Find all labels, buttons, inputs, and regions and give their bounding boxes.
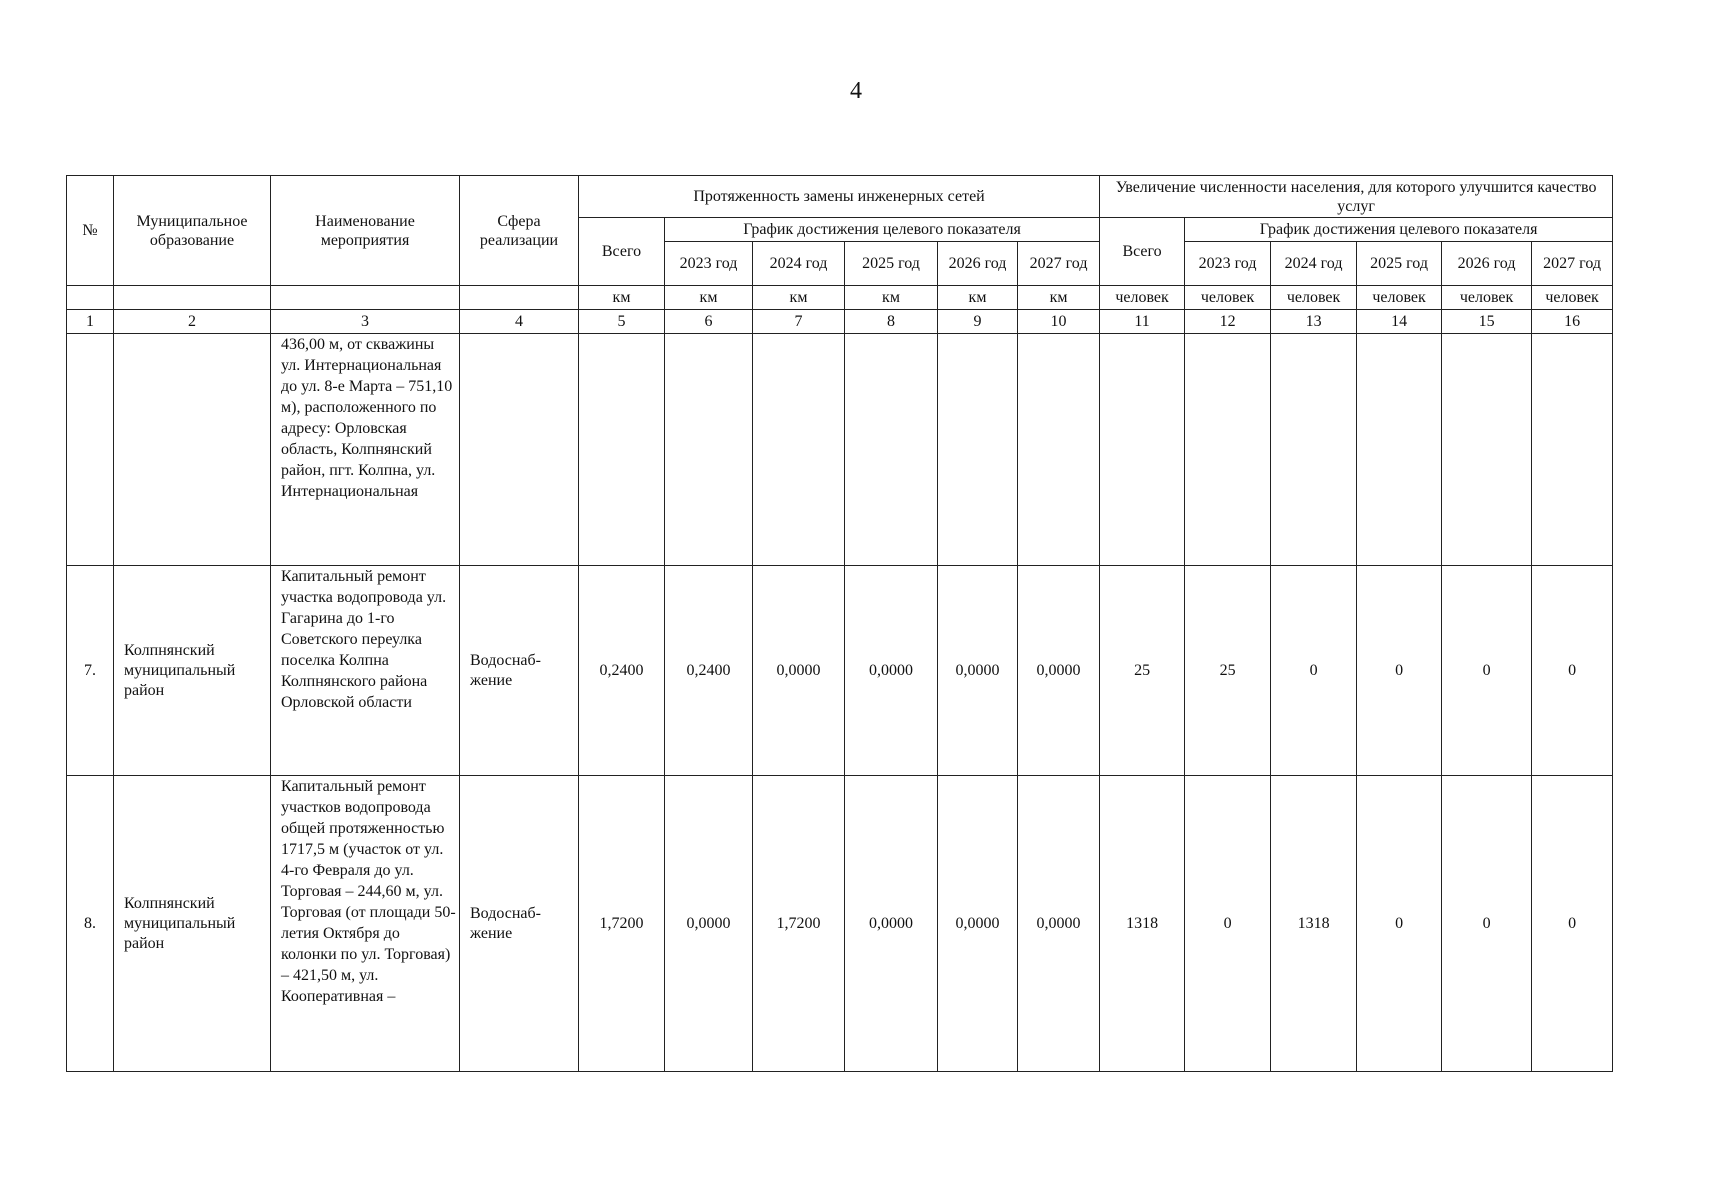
page-number: 4 <box>850 78 862 104</box>
header-unit-km: км <box>938 286 1018 310</box>
header-year: 2026 год <box>938 242 1018 286</box>
row-km-value <box>665 334 753 566</box>
header-year: 2025 год <box>845 242 938 286</box>
row-sphere: Водоснаб-жение <box>460 566 579 776</box>
header-unit-km: км <box>845 286 938 310</box>
header-unit-blank <box>67 286 114 310</box>
header-schedule-population: График достижения целевого показателя <box>1185 218 1613 242</box>
row-people-value <box>1185 334 1271 566</box>
row-people-value: 0 <box>1442 566 1532 776</box>
row-municipality <box>114 334 271 566</box>
header-year: 2024 год <box>753 242 845 286</box>
header-year: 2027 год <box>1532 242 1613 286</box>
header-schedule-length: График достижения целевого показателя <box>665 218 1100 242</box>
header-event-name: Наименование мероприятия <box>271 176 460 286</box>
column-number: 9 <box>938 310 1018 334</box>
row-km-value: 1,7200 <box>753 776 845 1072</box>
header-unit-blank <box>114 286 271 310</box>
header-year: 2023 год <box>665 242 753 286</box>
header-unit-people: человек <box>1185 286 1271 310</box>
row-no: 8. <box>67 776 114 1072</box>
row-people-value: 0 <box>1357 776 1442 1072</box>
row-km-value: 0,0000 <box>1018 566 1100 776</box>
row-municipality: Колпнянский муниципальный район <box>114 566 271 776</box>
header-unit-blank <box>271 286 460 310</box>
header-unit-people: человек <box>1271 286 1357 310</box>
row-km-value: 0,0000 <box>845 776 938 1072</box>
column-number: 4 <box>460 310 579 334</box>
column-number: 8 <box>845 310 938 334</box>
row-no <box>67 334 114 566</box>
row-km-value: 0,0000 <box>1018 776 1100 1072</box>
header-year: 2024 год <box>1271 242 1357 286</box>
row-no: 7. <box>67 566 114 776</box>
row-km-value: 1,7200 <box>579 776 665 1072</box>
row-people-value: 0 <box>1271 566 1357 776</box>
row-km-value <box>753 334 845 566</box>
header-unit-people: человек <box>1532 286 1613 310</box>
row-people-value: 0 <box>1532 776 1613 1072</box>
column-number: 15 <box>1442 310 1532 334</box>
row-event-name: Капитальный ремонт участка водопровода ул. Гагарина до 1-го Советского переулка поселка Колпна Колпнянского района Орловской области <box>271 566 460 776</box>
header-total-population: Всего <box>1100 218 1185 286</box>
row-people-value <box>1532 334 1613 566</box>
row-people-value: 1318 <box>1271 776 1357 1072</box>
header-unit-km: км <box>753 286 845 310</box>
targets-table <box>66 175 1613 1072</box>
row-km-value <box>579 334 665 566</box>
column-number: 3 <box>271 310 460 334</box>
row-km-value: 0,0000 <box>665 776 753 1072</box>
header-year: 2025 год <box>1357 242 1442 286</box>
header-sphere: Сфера реализации <box>460 176 579 286</box>
row-sphere: Водоснаб-жение <box>460 776 579 1072</box>
row-km-value: 0,0000 <box>845 566 938 776</box>
header-unit-people: человек <box>1100 286 1185 310</box>
header-length-group: Протяженность замены инженерных сетей <box>579 176 1100 218</box>
row-people-value: 0 <box>1532 566 1613 776</box>
column-number: 7 <box>753 310 845 334</box>
column-number: 1 <box>67 310 114 334</box>
column-number: 2 <box>114 310 271 334</box>
row-event-name: 436,00 м, от скважины ул. Интернациональная до ул. 8-е Марта – 751,10 м), расположенного по адресу: Орловская область, Колпнянский район, пгт. Колпна, ул. Интернациональная <box>271 334 460 566</box>
table-row <box>67 334 1613 566</box>
row-km-value: 0,0000 <box>938 566 1018 776</box>
row-sphere <box>460 334 579 566</box>
header-municipality: Муниципальное образование <box>114 176 271 286</box>
row-km-value: 0,2400 <box>665 566 753 776</box>
row-people-value: 0 <box>1185 776 1271 1072</box>
row-km-value: 0,2400 <box>579 566 665 776</box>
column-number: 16 <box>1532 310 1613 334</box>
row-km-value <box>845 334 938 566</box>
header-unit-people: человек <box>1442 286 1532 310</box>
header-no: № <box>67 176 114 286</box>
header-population-group: Увеличение численности населения, для которого улучшится качество услуг <box>1100 176 1613 218</box>
row-people-value: 0 <box>1357 566 1442 776</box>
row-municipality: Колпнянский муниципальный район <box>114 776 271 1072</box>
row-km-value: 0,0000 <box>753 566 845 776</box>
row-people-value: 25 <box>1100 566 1185 776</box>
column-number: 10 <box>1018 310 1100 334</box>
row-people-value <box>1100 334 1185 566</box>
header-year: 2027 год <box>1018 242 1100 286</box>
row-km-value: 0,0000 <box>938 776 1018 1072</box>
header-unit-people: человек <box>1357 286 1442 310</box>
row-km-value <box>938 334 1018 566</box>
header-year: 2026 год <box>1442 242 1532 286</box>
header-unit-km: км <box>1018 286 1100 310</box>
row-people-value <box>1357 334 1442 566</box>
column-number: 13 <box>1271 310 1357 334</box>
column-number: 14 <box>1357 310 1442 334</box>
row-people-value: 0 <box>1442 776 1532 1072</box>
column-number: 11 <box>1100 310 1185 334</box>
header-unit-blank <box>460 286 579 310</box>
header-unit-km: км <box>579 286 665 310</box>
column-number: 6 <box>665 310 753 334</box>
row-people-value <box>1442 334 1532 566</box>
row-km-value <box>1018 334 1100 566</box>
header-total-length: Всего <box>579 218 665 286</box>
header-year: 2023 год <box>1185 242 1271 286</box>
table-row <box>67 776 1613 1072</box>
header-unit-km: км <box>665 286 753 310</box>
row-people-value: 25 <box>1185 566 1271 776</box>
row-people-value: 1318 <box>1100 776 1185 1072</box>
column-number: 5 <box>579 310 665 334</box>
table-row <box>67 566 1613 776</box>
row-people-value <box>1271 334 1357 566</box>
column-number: 12 <box>1185 310 1271 334</box>
row-event-name: Капитальный ремонт участков водопровода общей протяженностью 1717,5 м (участок от ул. 4-го Февраля до ул. Торговая – 244,60 м, ул. Торговая (от площади 50-летия Октября до колонки по ул. Торговая) – 421,50 м, ул. Кооперативная – <box>271 776 460 1072</box>
